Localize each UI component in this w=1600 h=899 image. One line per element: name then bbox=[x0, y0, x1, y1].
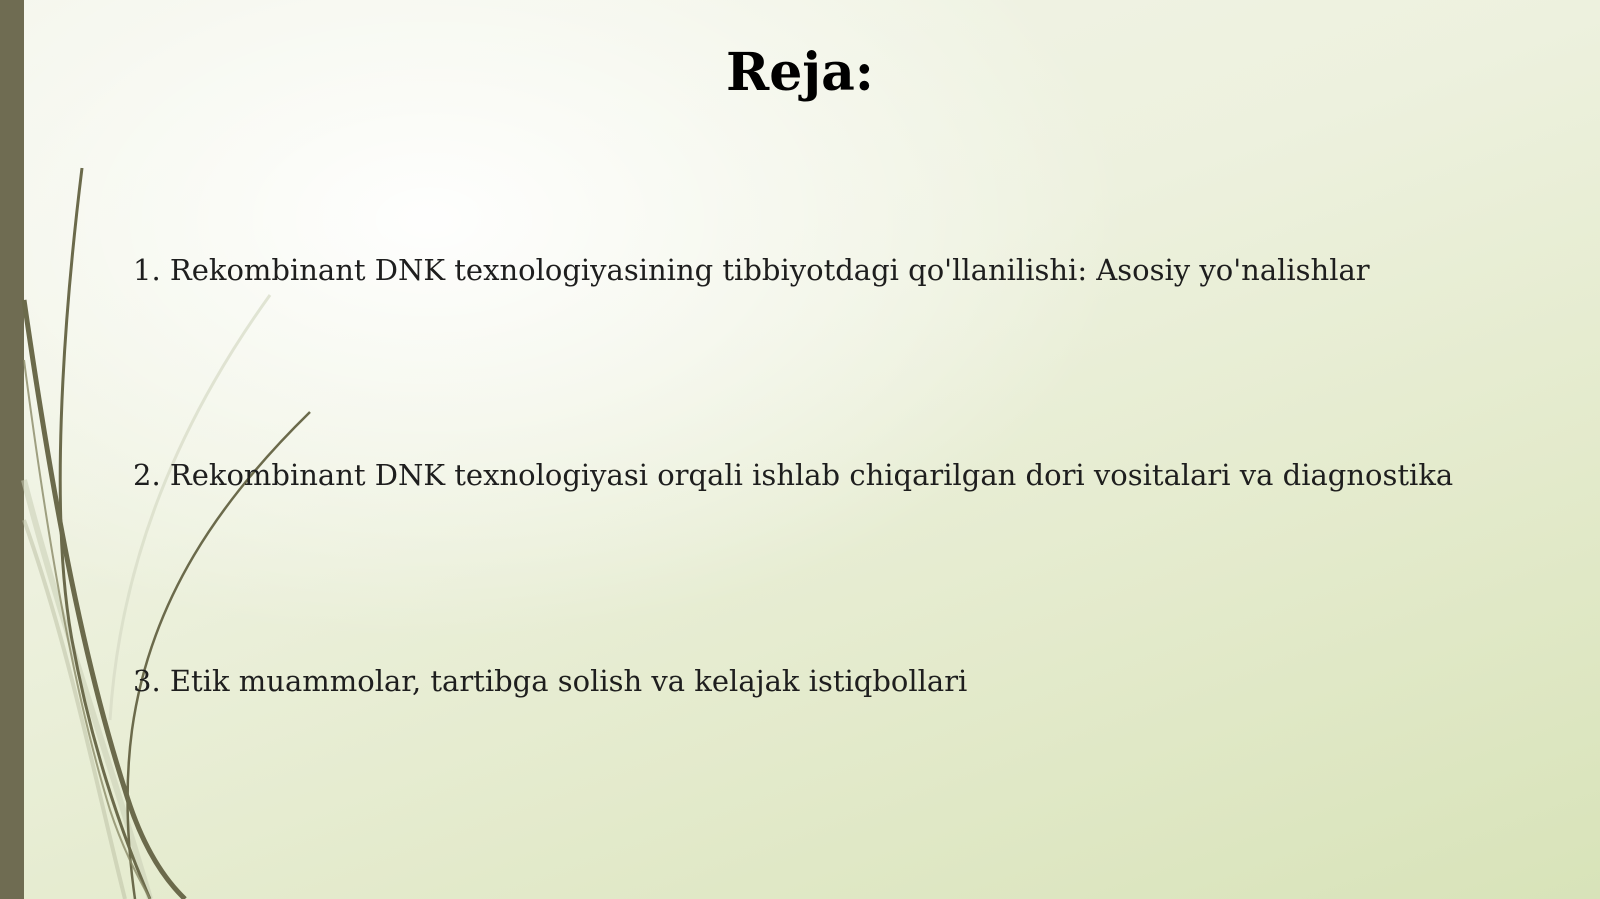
agenda-item-number: 1. bbox=[133, 253, 161, 287]
agenda-item-3 bbox=[133, 661, 967, 701]
agenda-item-number: 2. bbox=[133, 458, 161, 492]
agenda-item-text: Rekombinant DNK texnologiyasining tibbiyotdagi qo'llanilishi: Asosiy yo'nalishlar bbox=[169, 253, 1370, 287]
agenda-item-text: Etik muammolar, tartibga solish va kelajak istiqbollari bbox=[169, 664, 968, 698]
agenda-item-text: Rekombinant DNK texnologiyasi orqali ishlab chiqarilgan dori vositalari va diagnostika bbox=[169, 458, 1454, 492]
agenda-item-number: 3. bbox=[133, 664, 161, 698]
slide-title: Reja: bbox=[725, 42, 874, 103]
agenda-item-1 bbox=[133, 250, 1370, 290]
agenda-item-2 bbox=[133, 455, 1453, 495]
